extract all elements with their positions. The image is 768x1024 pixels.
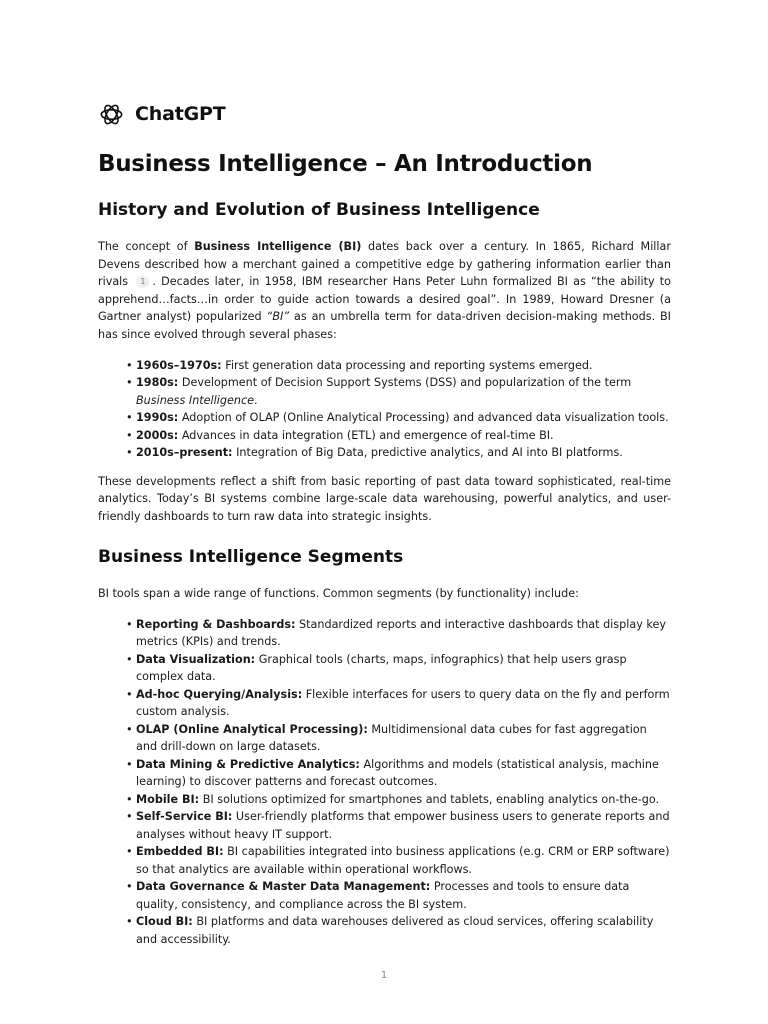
segments-list [98,616,671,949]
brand-name: ChatGPT [135,103,226,125]
segments-intro-paragraph: BI tools span a wide range of functions. Common segments (by functionality) include: [98,587,579,601]
history-intro-paragraph: The concept of Business Intelligence (BI) dates back over a century. In 1865, Richard Millar Devens described how a merchant gained a competitive edge by gathering information earlier than rivals 1 . Decades later, in 1958, IBM researcher Hans Peter Luhn formalized BI as “the ability to apprehend…facts…in order to guide action towards a desired goal”. In 1989, Howard Dresner (a Gartner analyst) popularized “BI” as an umbrella term for data-driven decision-making methods. BI has since evolved through several phases: [98,240,672,341]
list-item: • Data Governance & Master Data Management: Processes and tools to ensure data quality, consistency, and compliance across the BI system. [126,880,630,911]
list-item: • Data Visualization: Graphical tools (charts, maps, infographics) that help users grasp complex data. [126,652,627,684]
history-summary-paragraph: These developments reflect a shift from basic reporting of past data toward sophisticated, real-time analytics. Today’s BI systems combine large-scale data warehousing, powerful analytics, and user-friendly dashboards to turn raw data into strategic insights. [98,474,671,523]
phases-list [98,357,671,462]
list-item: • 1960s–1970s: First generation data processing and reporting systems emerged. [126,358,593,372]
brand-logo [98,100,225,128]
section-history-heading: History and Evolution of Business Intelligence [98,200,540,220]
list-item: • Ad-hoc Querying/Analysis: Flexible interfaces for users to query data on the fly and perform custom analysis. [126,687,670,719]
document-body [98,148,671,948]
document-title: Business Intelligence – An Introduction [98,151,593,177]
list-item: • 2010s–present: Integration of Big Data, predictive analytics, and AI into BI platforms. [126,446,623,460]
list-item: • OLAP (Online Analytical Processing): Multidimensional data cubes for fast aggregation and drill-down on large datasets. [126,722,647,754]
list-item: • Data Mining & Predictive Analytics: Algorithms and models (statistical analysis, machine learning) to discover patterns and forecast outcomes. [126,757,659,789]
list-item: • Cloud BI: BI platforms and data warehouses delivered as cloud services, offering scalability and accessibility. [126,915,654,946]
list-item: • Mobile BI: BI solutions optimized for smartphones and tablets, enabling analytics on-the-go. [126,792,660,806]
list-item: • Self-Service BI: User-friendly platforms that empower business users to generate reports and analyses without heavy IT support. [126,810,670,841]
list-item: • 2000s: Advances in data integration (ETL) and emergence of real-time BI. [126,428,554,442]
section-segments-heading: Business Intelligence Segments [98,547,404,568]
openai-logo-icon [98,101,125,128]
list-item: • 1990s: Adoption of OLAP (Online Analytical Processing) and advanced data visualization tools. [126,411,669,425]
page-number: 1 [380,970,388,981]
list-item: • Embedded BI: BI capabilities integrated into business applications (e.g. CRM or ERP software) so that analytics are available within operational workflows. [126,845,670,876]
list-item: • 1980s: Development of Decision Support Systems (DSS) and popularization of the term Business Intelligence. [126,376,632,407]
list-item: • Reporting & Dashboards: Standardized reports and interactive dashboards that display key metrics (KPIs) and trends. [126,617,666,649]
citation-badge[interactable]: 1 [136,276,149,288]
